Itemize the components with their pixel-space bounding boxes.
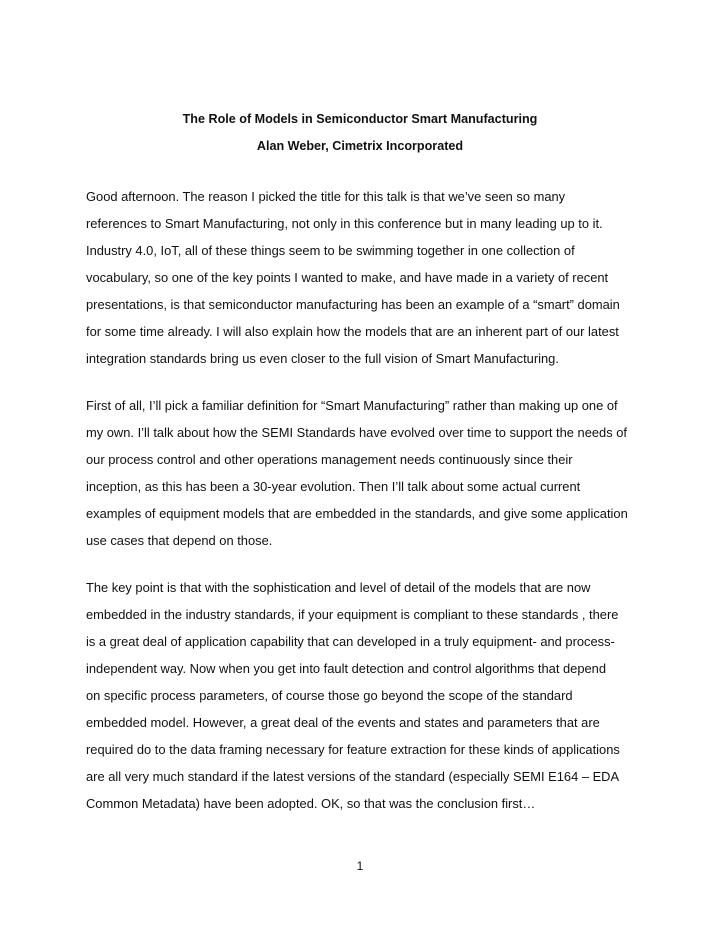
paragraph-line: independent way. Now when you get into fault detection and control algorithms that depend [86, 661, 607, 676]
paragraph-line: required do to the data framing necessary for feature extraction for these kinds of applications [86, 742, 620, 757]
paragraph-line: presentations, is that semiconductor manufacturing has been an example of a “smart” domain [86, 297, 620, 312]
paragraph-line: is a great deal of application capability that can developed in a truly equipment- and process- [86, 634, 615, 649]
author-line: Alan Weber, Cimetrix Incorporated [256, 139, 464, 153]
paragraph-line: references to Smart Manufacturing, not only in this conference but in many leading up to it. [86, 216, 603, 231]
paragraph-line: are all very much standard if the latest versions of the standard (especially SEMI E164 – EDA [86, 769, 620, 784]
paragraph-line: my own. I’ll talk about how the SEMI Standards have evolved over time to support the needs of [86, 425, 627, 440]
paragraph-line: Common Metadata) have been adopted. OK, so that was the conclusion first… [86, 796, 536, 811]
paragraph-line: use cases that depend on those. [86, 533, 273, 548]
paragraph-line: on specific process parameters, of course those go beyond the scope of the standard [86, 688, 573, 703]
paragraph-line: Good afternoon. The reason I picked the title for this talk is that we’ve seen so many [86, 189, 566, 204]
paragraph-line: Industry 4.0, IoT, all of these things seem to be swimming together in one collection of [86, 243, 575, 258]
page-number: 1 [356, 859, 364, 873]
paragraph-line: for some time already. I will also explain how the models that are an inherent part of our latest [86, 324, 619, 339]
paragraph-line: embedded in the industry standards, if your equipment is compliant to these standards , there [86, 607, 619, 622]
paragraph-line: The key point is that with the sophistication and level of detail of the models that are now [86, 580, 591, 595]
paragraph-line: our process control and other operations management needs continuously since their [86, 452, 573, 467]
paragraph-line: vocabulary, so one of the key points I wanted to make, and have made in a variety of recent [86, 270, 609, 285]
paragraph-line: integration standards bring us even closer to the full vision of Smart Manufacturing. [86, 351, 559, 366]
paragraph-line: inception, as this has been a 30-year evolution. Then I’ll talk about some actual current [86, 479, 581, 494]
document-title: The Role of Models in Semiconductor Smart Manufacturing [182, 112, 538, 126]
paragraph-line: embedded model. However, a great deal of the events and states and parameters that are [86, 715, 600, 730]
paragraph-line: First of all, I’ll pick a familiar definition for “Smart Manufacturing” rather than making up one of [86, 398, 618, 413]
paragraph-line: examples of equipment models that are embedded in the standards, and give some application [86, 506, 628, 521]
